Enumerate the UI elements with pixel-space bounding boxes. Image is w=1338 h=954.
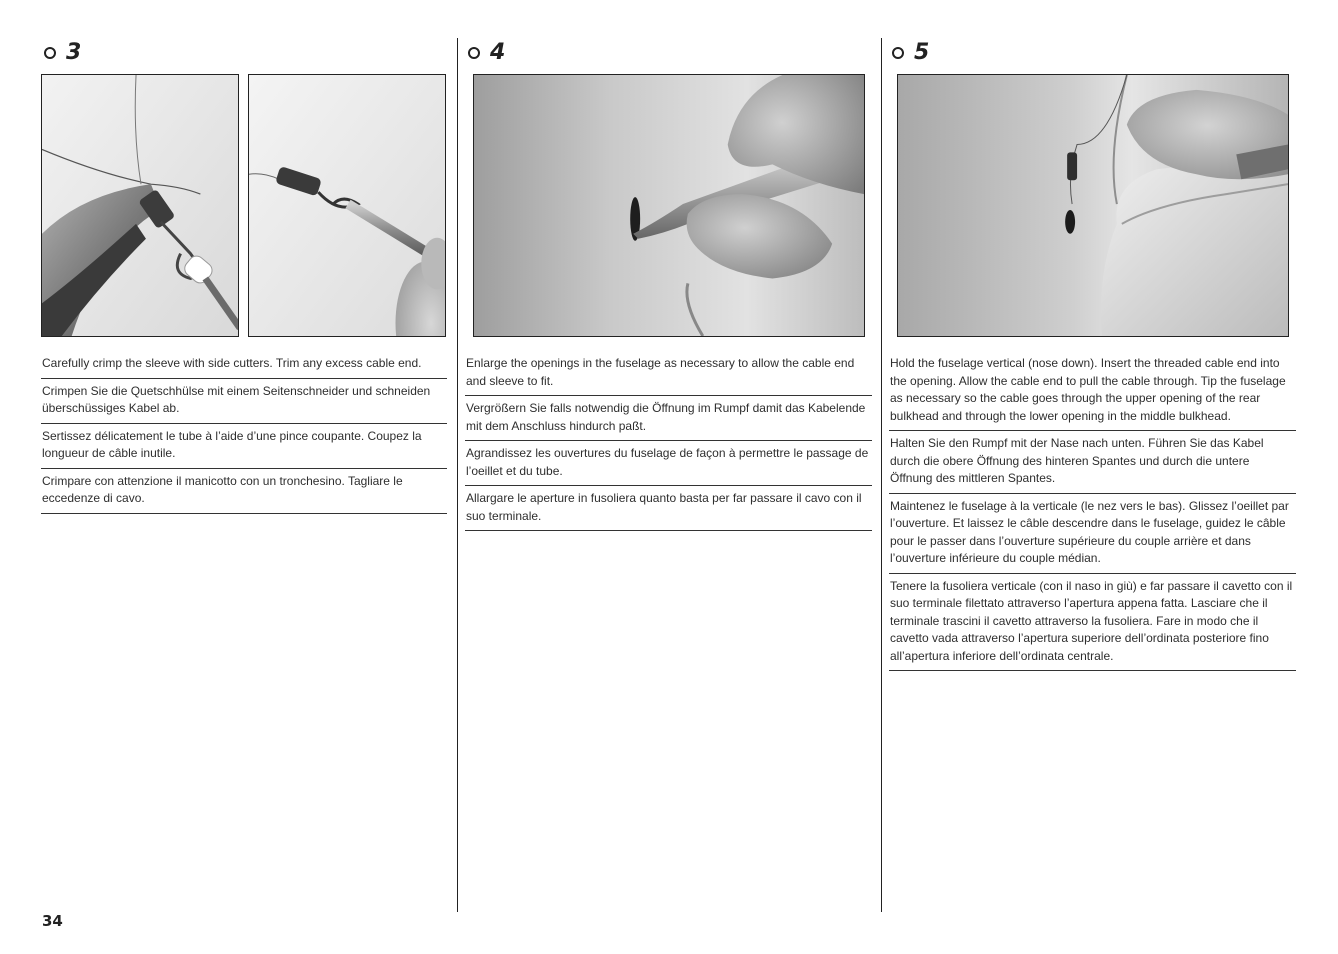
instruction-german: Halten Sie den Rumpf mit der Nase nach unten. Führen Sie das Kabel durch die obere Öffnung des hinteren Spantes und durch die untere Öffnung des mittleren Spantes.: [889, 431, 1296, 494]
instruction-english: Carefully crimp the sleeve with side cutters. Trim any excess cable end.: [41, 351, 447, 379]
step-number: 5: [914, 40, 930, 65]
instruction-german: Crimpen Sie die Quetschhülse mit einem Seitenschneider und schneiden überschüssiges Kabel ab.: [41, 379, 447, 424]
instruction-german: Vergrößern Sie falls notwendig die Öffnung im Rumpf damit das Kabelende mit dem Anschluss hindurch paßt.: [465, 396, 872, 441]
step-5-instructions: [889, 351, 1296, 671]
step-3-column: [41, 38, 447, 505]
step-number: 4: [490, 40, 506, 65]
step-3-instructions: [41, 351, 447, 514]
step-4-column: [465, 38, 872, 523]
step-5-header: [892, 38, 1296, 68]
step-4-header: [468, 38, 872, 68]
instruction-french: Agrandissez les ouvertures du fuselage de façon à permettre le passage de l’oeillet et du tube.: [465, 441, 872, 486]
column-divider: [881, 38, 882, 912]
instruction-french: Sertissez délicatement le tube à l’aide d’une pince coupante. Coupez la longueur de câble inutile.: [41, 424, 447, 469]
page-number: 34: [42, 912, 63, 930]
checkbox-circle-icon[interactable]: [468, 47, 480, 59]
step-3-header: [44, 38, 447, 68]
step-4-instructions: [465, 351, 872, 531]
column-divider: [457, 38, 458, 912]
photo-crimped-sleeve: [248, 74, 446, 337]
photo-inserting-cable: [897, 74, 1289, 337]
instruction-italian: Crimpare con attenzione il manicotto con un tronchesino. Tagliare le eccedenze di cavo.: [41, 469, 447, 514]
instruction-french: Maintenez le fuselage à la verticale (le nez vers le bas). Glissez l’oeillet par l’ouverture. Et laissez le câble descendre dans le fuselage, guidez le câble pour le passer dans l’ouverture supérieure du couple arrière et dans l’ouverture inférieure du couple médian.: [889, 494, 1296, 574]
step-5-column: [889, 38, 1296, 663]
checkbox-circle-icon[interactable]: [892, 47, 904, 59]
instruction-english: Hold the fuselage vertical (nose down). Insert the threaded cable end into the opening. Allow the cable end to pull the cable through. Tip the fuselage as necessary so the cable goes through the upper opening of the rear bulkhead and through the lower opening in the middle bulkhead.: [889, 351, 1296, 431]
instruction-italian: Tenere la fusoliera verticale (con il naso in giù) e far passare il cavetto con il suo terminale filettato attraverso l’apertura appena fatta. Lasciare che il terminale trascini il cavetto attraverso la fusoliera. Fare in modo che il cavetto vada attraverso l’apertura superiore dell’ordinata posteriore fino all’apertura inferiore dell’ordinata centrale.: [889, 574, 1296, 672]
checkbox-circle-icon[interactable]: [44, 47, 56, 59]
photo-crimping-with-cutters: [41, 74, 239, 337]
instruction-italian: Allargare le aperture in fusoliera quanto basta per far passare il cavo con il suo terminale.: [465, 486, 872, 531]
photo-enlarging-opening: [473, 74, 865, 337]
step-number: 3: [66, 40, 82, 65]
instruction-english: Enlarge the openings in the fuselage as necessary to allow the cable end and sleeve to fit.: [465, 351, 872, 396]
